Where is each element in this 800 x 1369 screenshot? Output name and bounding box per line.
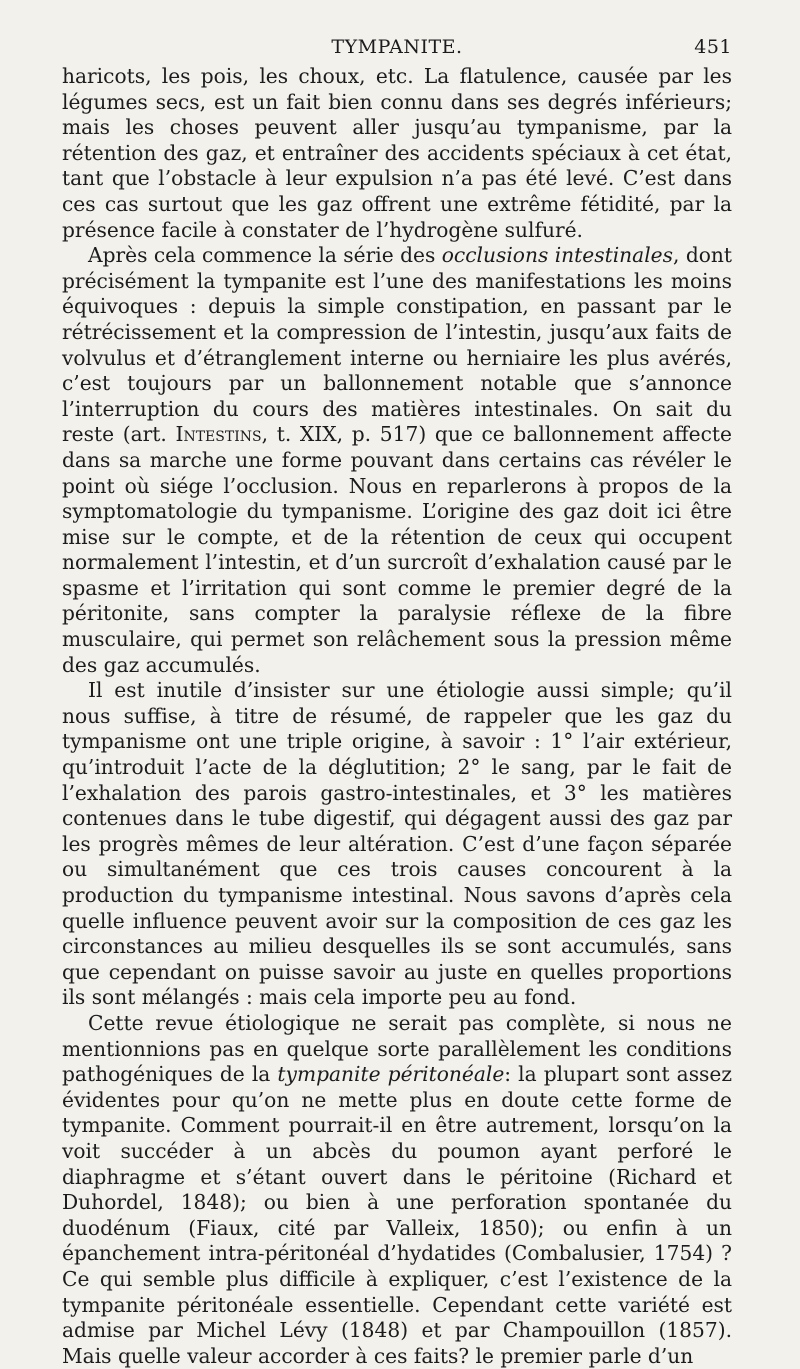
running-header [62,34,732,64]
paragraph-4-text-c: : la plupart sont assez évidentes pour qu’on ne mette plus en doute cette forme de tympanite. Comment pourrait-il en être autrement, lorsqu’on la voit succéder à un abcès du poumon ayant perforé le diaphragme et s’étant ouvert dans le péritoine (Richard et Duhordel, 1848); ou bien à une perforation spontanée du duodénum (Fiaux, cité par Valleix, 1850); ou enfin à un épanchement intra-péritonéal d’hydatides (Combalusier, 1754) ? Ce qui semble plus difficile à expliquer, c’est l’existence de la tympanite péritonéale essentielle. Cependant cette variété est admise par Michel Lévy (1848) et par Champouillon (1857). Mais quelle valeur accorder à ces faits? le premier parle d’un [62,1062,732,1368]
paragraph-2-text-a: Après cela commence la série des [88,243,442,268]
paragraph-4-italic-term: tympanite péritonéale [277,1062,505,1087]
paragraph-4 [62,1011,732,1369]
paragraph-2-italic-term: occlusions intestinales [441,243,673,268]
running-title: TYMPANITE. [331,36,463,58]
paragraph-1: haricots, les pois, les choux, etc. La flatulence, causée par les légumes secs, est un fait bien connu dans ses degrés inférieurs; mais les choses peuvent aller jusqu’au tympanisme, par la rétention des gaz, et entraîner des accidents spéciaux à cet état, tant que l’obstacle à leur expulsion n’a pas été levé. C’est dans ces cas surtout que les gaz offrent une extrême fétidité, par la présence facile à constater de l’hydrogène sulfuré. [62,64,732,242]
paragraph-2-text-e: , t. XIX, p. 517) que ce ballonnement affecte dans sa marche une forme pouvant dans certains cas révéler le point où siége l’occlusion. Nous en reparlerons à propos de la symptomatologie du tympanisme. L’origine des gaz doit ici être mise sur le compte, et de la rétention de ceux qui occupent normalement l’intestin, et d’un surcroît d’exhalation causé par le spasme et l’irritation qui sont comme le premier degré de la péritonite, sans compter la paralysie réflexe de la fibre musculaire, qui permet son relâchement sous la pression même des gaz accumulés. [62,422,732,677]
paragraph-4-text-a: Cette revue étiologique ne serait pas complète, si nous ne mentionnions pas en quelque sorte parallèlement les conditions pathogéniques de la [62,1010,732,1087]
paragraph-3: Il est inutile d’insister sur une étiologie aussi simple; qu’il nous suffise, à titre de résumé, de rappeler que les gaz du tympanisme ont une triple origine, à savoir : 1° l’air extérieur, qu’introduit l’acte de la déglutition; 2° le sang, par le fait de l’exhalation des parois gastro-intestinales, et 3° les matières contenues dans le tube digestif, qui dégagent aussi des gaz par les progrès mêmes de leur altération. C’est d’une façon séparée ou simultanément que ces trois causes concourent à la production du tympanisme intestinal. Nous savons d’après cela quelle influence peuvent avoir sur la composition de ces gaz les circonstances au milieu desquelles ils se sont accumulés, sans que cependant on puisse savoir au juste en quelles proportions ils sont mélangés : mais cela importe peu au fond. [62,678,732,1010]
page-number: 451 [694,36,732,58]
paragraph-2-text-c: , dont précisément la tympanite est l’une des manifestations les moins équivoques : depuis la simple constipation, en passant par le rétrécissement et la compression de l’intestin, jusqu’aux faits de volvulus et d’étranglement interne ou herniaire les plus avérés, c’est toujours par un ballonnement notable que s’annonce l’interruption du cours des matières intestinales. On sait du reste (art. [62,243,733,447]
page-body [62,64,732,1369]
paragraph-2-smallcaps-ref: Intestins [175,422,262,447]
paragraph-2 [62,243,732,678]
